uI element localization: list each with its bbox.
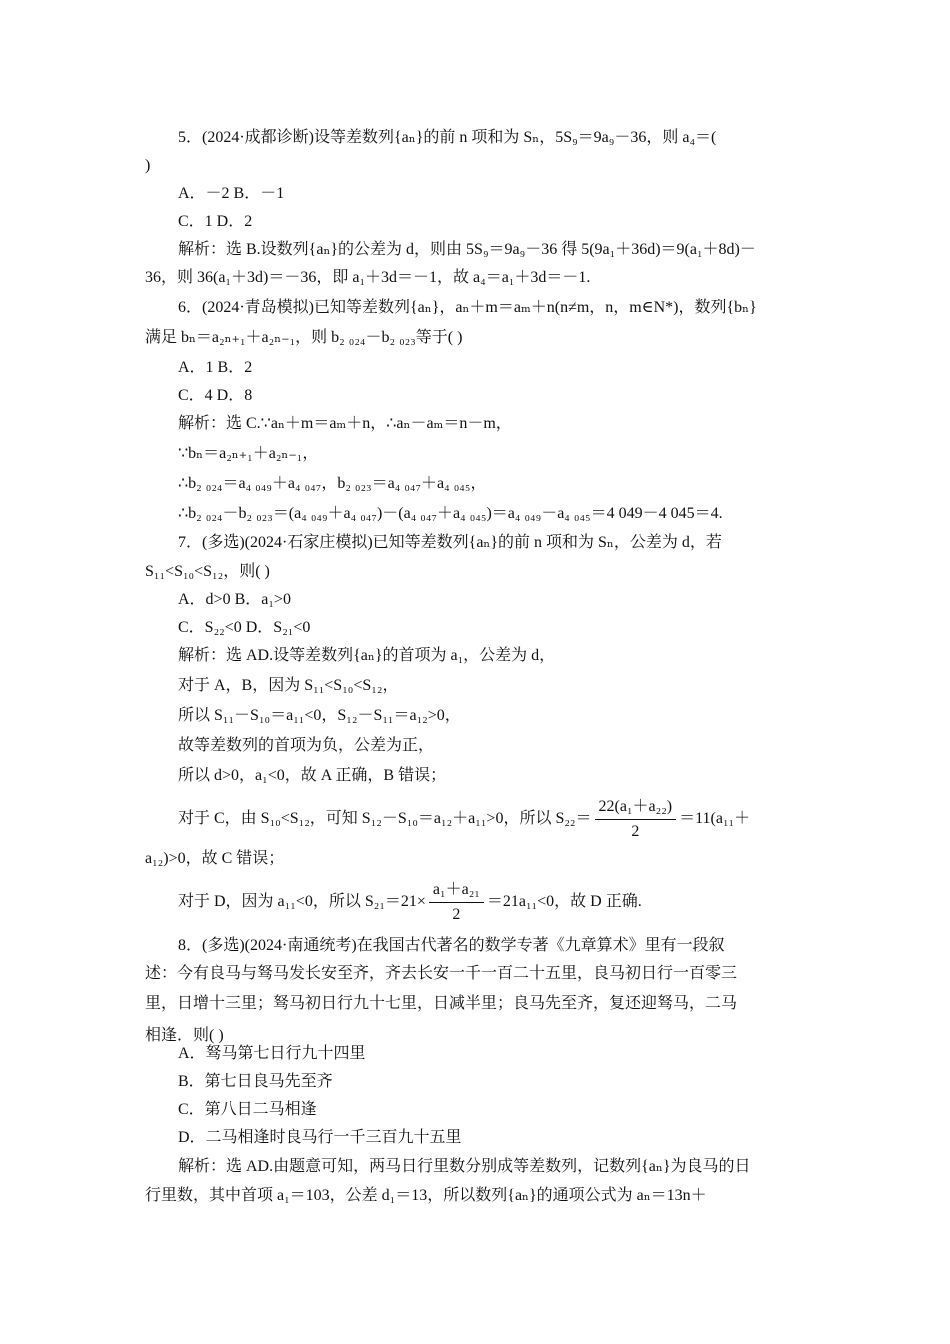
formula-line-c (178, 797, 750, 842)
text-line: 解析：选 B.设数列{aₙ}的公差为 d，则由 5S₉＝9a₉－36 得 5(9a₁＋36d)＝9(a₁＋8d)－ (178, 241, 756, 258)
text-line: 解析：选 C.∵aₙ＋m＝aₘ＋n，∴aₙ－aₘ＝n－m， (178, 415, 512, 432)
text-line: C．1 D．2 (178, 213, 253, 230)
text-line: 36，则 36(a₁＋3d)＝－36，即 a₁＋3d＝－1，故 a₄＝a₁＋3d＝－1. (145, 269, 591, 286)
formula-line-d (178, 880, 642, 925)
text-line: A．－2 B．－1 (178, 185, 285, 202)
text-line: C．第八日二马相逢 (178, 1101, 317, 1118)
text-line: 5．(2024·成都诊断)设等差数列{aₙ}的前 n 项和为 Sₙ，5S₉＝9a₉－36，则 a₄＝( (178, 129, 717, 146)
text-line: S₁₁<S₁₀<S₁₂，则( ) (145, 563, 270, 580)
text-line: 对于 A，B，因为 S₁₁<S₁₀<S₁₂， (178, 677, 399, 694)
text-line: 故等差数列的首项为负，公差为正， (178, 737, 435, 754)
text-line: 满足 bₙ＝a₂ₙ₊₁＋a₂ₙ₋₁，则 b₂ ₀₂₄－b₂ ₀₂₃等于( ) (145, 329, 463, 346)
fraction-c-denominator: 2 (631, 823, 640, 840)
text-line: ∴b₂ ₀₂₄＝a₄ ₀₄₉＋a₄ ₀₄₇，b₂ ₀₂₃＝a₄ ₀₄₇＋a₄ ₀₄₅， (178, 475, 487, 492)
text-line: ) (145, 157, 151, 174)
text-line: ∵bₙ＝a₂ₙ₊₁＋a₂ₙ₋₁， (178, 445, 319, 462)
text-line: 解析：选 AD.设等差数列{aₙ}的首项为 a₁，公差为 d， (178, 647, 556, 664)
text-line: C．4 D．8 (178, 387, 253, 404)
fraction-d-denominator: 2 (452, 906, 461, 923)
text-line: 7．(多选)(2024·石家庄模拟)已知等差数列{aₙ}的前 n 项和为 Sₙ，公差为 d，若 (178, 534, 722, 551)
text-line: A．驽马第七日行九十四里 (178, 1045, 366, 1062)
text-line: 6．(2024·青岛模拟)已知等差数列{aₙ}，aₙ＋m＝aₘ＋n(n≠m，n，m∈N*)，数列{bₙ} (178, 299, 757, 316)
formula-d-suffix: ＝21a₁₁<0，故 D 正确. (486, 893, 642, 911)
text-line: D．二马相逢时良马行一千三百九十五里 (178, 1129, 462, 1146)
text-line: ∴b₂ ₀₂₄－b₂ ₀₂₃＝(a₄ ₀₄₉＋a₄ ₀₄₇)－(a₄ ₀₄₇＋a₄ ₀₄₅)＝a₄ ₀₄₉－a₄ ₀₄₅＝4 049－4 045＝4. (178, 505, 723, 522)
text-line: 解析：选 AD.由题意可知，两马日行里数分别成等差数列，记数列{aₙ}为良马的日 (178, 1158, 751, 1175)
text-line: B．第七日良马先至齐 (178, 1073, 333, 1090)
text-line: 述：今有良马与驽马发长安至齐，齐去长安一千一百二十五里，良马初日行一百零三 (145, 965, 738, 982)
text-line: A．1 B．2 (178, 359, 253, 376)
formula-d-prefix: 对于 D，因为 a₁₁<0，所以 S₂₁＝21× (178, 893, 426, 911)
text-line: 所以 S₁₁－S₁₀＝a₁₁<0，S₁₂－S₁₁＝a₁₂>0， (178, 707, 461, 724)
fraction-d (429, 880, 484, 925)
fraction-d-numerator: a₁＋a₂₁ (429, 880, 484, 903)
formula-c-suffix: ＝11(a₁₁＋ (679, 810, 751, 828)
text-line: a₁₂)>0，故 C 错误； (145, 850, 285, 867)
fraction-c-numerator: 22(a₁＋a₂₂) (595, 797, 677, 820)
formula-c-prefix: 对于 C，由 S₁₀<S₁₂，可知 S₁₂－S₁₀＝a₁₂＋a₁₁>0，所以 S₂₂＝ (178, 810, 592, 828)
fraction-c (595, 797, 677, 842)
text-line: 所以 d>0，a₁<0，故 A 正确，B 错误； (178, 767, 447, 784)
text-line: 相逢．则( ) (145, 1027, 224, 1044)
text-line: 8．(多选)(2024·南通统考)在我国古代著名的数学专著《九章算术》里有一段叙 (178, 937, 725, 954)
text-line: A．d>0 B．a₁>0 (178, 591, 291, 608)
text-line: C．S₂₂<0 D．S₂₁<0 (178, 619, 311, 636)
text-line: 行里数，其中首项 a₁＝103，公差 d₁＝13，所以数列{aₙ}的通项公式为 aₙ＝13n＋ (145, 1187, 707, 1204)
text-line: 里，日增十三里；驽马初日行九十七里，日减半里；良马先至齐，复还迎驽马，二马 (145, 995, 738, 1012)
